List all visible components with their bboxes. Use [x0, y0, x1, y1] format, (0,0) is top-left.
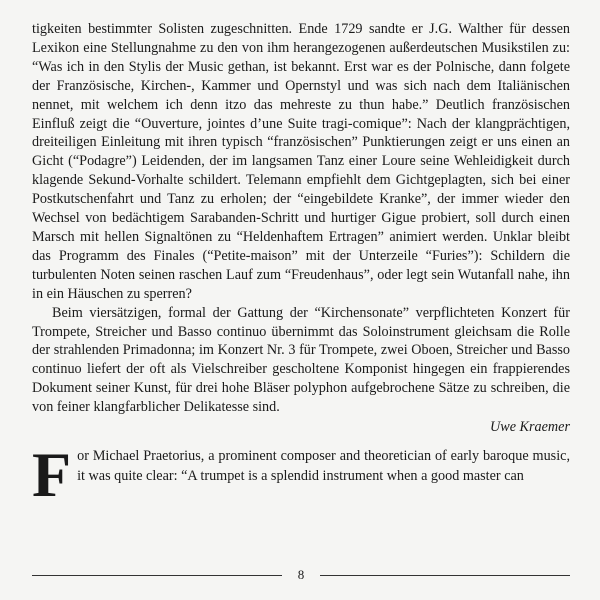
page-footer: [32, 566, 570, 584]
footer-rule-right: [320, 575, 570, 576]
page-number: 8: [297, 567, 305, 582]
english-section: [32, 439, 570, 511]
german-paragraph-1: tigkeiten bestimmter Solisten zugeschnitten. Ende 1729 sandte er J.G. Walther für dessen Lexikon eine Stellungnahme zu den von ihm herangezogenen außerdeutschen Musikstilen zu: “Was ich in den Stylis der Music gethan, ist bekannt. Erst war es der Polnische, dann folgete der Französische, Kirchen-, Kammer und Opernstyl und was sich nach dem Italiänischen nennet, mit welchem ich denn itzo das mehreste zu thun habe.” Deutlich französischen Einfluß zeigt die “Ouverture, jointes d’une Suite tragi-comique”: Nach der klangprächtigen, dreiteiligen Einleitung mit ihren typisch “französischen” Punktierungen zeigt er uns einen an Gicht (“Podagre”) Leidenden, der im langsamen Tanz einer Loure seine Wehleidigkeit durch klagende Sekund-Vorhalte schildert. Telemann empfiehlt dem Gichtgeplagten, sich bei einer Postkutschenfahrt und Tanz zu erholen; der “eingebildete Kranke”, der immer wieder den Wechsel von bedächtigem Sarabanden-Schritt und hurtiger Gigue probiert, soll durch einen Marsch mit hellen Signaltönen zu “Heldenhaftem Ertragen” animiert werden. Unklar bleibt das Programm des Finales (“Petite-maison” mit der Unterzeile “Furies”): Schildern die turbulenten Noten seinen raschen Lauf zum “Freudenhaus”, oder legt sein Wutanfall nahe, ihn in ein Häuschen zu sperren?: [32, 21, 570, 302]
author-signature: Uwe Kraemer: [490, 419, 570, 436]
page-content: [32, 20, 570, 511]
drop-cap: F: [32, 439, 72, 511]
german-paragraph-2: Beim viersätzigen, formal der Gattung der “Kirchensonate” verpflichteten Konzert für Trompete, Streicher und Basso continuo übernimmt das Soloinstrument gleichsam die Rolle der strahlenden Primadonna; im Konzert Nr. 3 für Trompete, zwei Oboen, Streicher und Basso continuo liefert der oft als Vielschreiber gescholtene Komponist hingegen ein frappierendes Dokument seiner Kunst, für drei hohe Bläser polyphon aufgebrochene Sätze zu schreiben, die von feiner klangfarblicher Delikatesse sind.: [32, 304, 570, 416]
english-paragraph: or Michael Praetorius, a prominent composer and theoretician of early baroque music, it was quite clear: “A trumpet is a splendid instrument when a good master can: [77, 448, 570, 485]
